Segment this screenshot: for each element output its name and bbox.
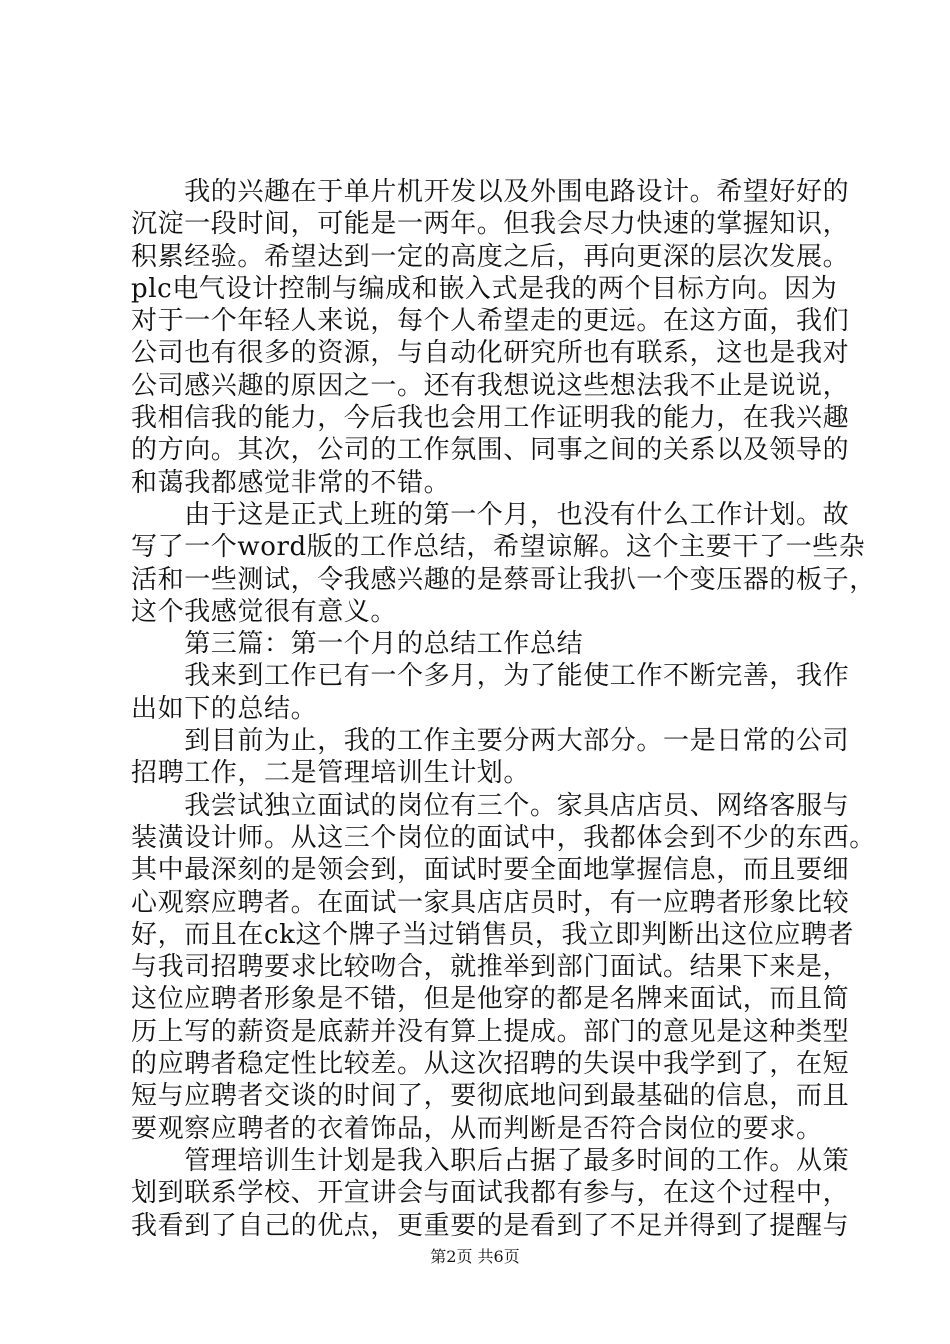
- text-line: 我来到工作已有一个多月，为了能使工作不断完善，我作: [131, 661, 850, 692]
- text-line: 的方向。其次，公司的工作氛围、同事之间的关系以及领导的: [131, 435, 850, 466]
- text-line: 管理培训生计划是我入职后占据了最多时间的工作。从策: [131, 1145, 850, 1176]
- text-line: 要观察应聘者的衣着饰品，从而判断是否符合岗位的要求。: [131, 1113, 823, 1144]
- text-line: 历上写的薪资是底薪并没有算上提成。部门的意见是这种类型: [131, 1016, 850, 1047]
- text-line: 心观察应聘者。在面试一家具店店员时，有一应聘者形象比较: [131, 887, 850, 918]
- page-number-footer: 第2页 共6页: [430, 1247, 520, 1266]
- document-body: [131, 176, 876, 1242]
- text-line: 与我司招聘要求比较吻合，就推举到部门面试。结果下来是，: [131, 952, 850, 983]
- text-line: 我看到了自己的优点，更重要的是看到了不足并得到了提醒与: [131, 1210, 850, 1241]
- text-line: 活和一些测试，令我感兴趣的是蔡哥让我扒一个变压器的板子，: [131, 564, 876, 595]
- text-line: 这位应聘者形象是不错，但是他穿的都是名牌来面试，而且简: [131, 984, 850, 1015]
- text-line: 我相信我的能力，今后我也会用工作证明我的能力，在我兴趣: [131, 403, 850, 434]
- text-line: 对于一个年轻人来说，每个人希望走的更远。在这方面，我们: [131, 306, 850, 337]
- text-line: 的应聘者稳定性比较差。从这次招聘的失误中我学到了，在短: [131, 1049, 850, 1080]
- text-line: 和蔼我都感觉非常的不错。: [131, 467, 451, 498]
- text-line: 划到联系学校、开宣讲会与面试我都有参与，在这个过程中，: [131, 1178, 850, 1209]
- text-line: 我尝试独立面试的岗位有三个。家具店店员、网络客服与: [131, 790, 850, 821]
- text-line: 到目前为止，我的工作主要分两大部分。一是日常的公司: [131, 726, 850, 757]
- text-line: 其中最深刻的是领会到，面试时要全面地掌握信息，而且要细: [131, 855, 850, 886]
- section-heading: 第三篇：第一个月的总结工作总结: [131, 629, 584, 660]
- text-line: 招聘工作，二是管理培训生计划。: [131, 758, 531, 789]
- text-line: 短与应聘者交谈的时间了，要彻底地问到最基础的信息，而且: [131, 1081, 850, 1112]
- text-line: 公司也有很多的资源，与自动化研究所也有联系，这也是我对: [131, 338, 850, 369]
- text-line: 好，而且在ck这个牌子当过销售员，我立即判断出这位应聘者: [131, 919, 855, 950]
- text-line: plc电气设计控制与编成和嵌入式是我的两个目标方向。因为: [131, 273, 838, 304]
- text-line: 我的兴趣在于单片机开发以及外围电路设计。希望好好的: [131, 177, 850, 207]
- text-line: 出如下的总结。: [131, 693, 318, 724]
- text-line: 这个我感觉很有意义。: [131, 596, 398, 627]
- text-line: 积累经验。希望达到一定的高度之后，再向更深的层次发展。: [131, 241, 850, 272]
- text-line: 装潢设计师。从这三个岗位的面试中，我都体会到不少的东西。: [131, 822, 876, 853]
- text-line: 沉淀一段时间，可能是一两年。但我会尽力快速的掌握知识，: [131, 209, 850, 240]
- text-line: 公司感兴趣的原因之一。还有我想说这些想法我不止是说说，: [131, 370, 850, 401]
- text-line: 写了一个word版的工作总结，希望谅解。这个主要干了一些杂: [131, 532, 866, 563]
- text-line: 由于这是正式上班的第一个月，也没有什么工作计划。故: [131, 499, 850, 530]
